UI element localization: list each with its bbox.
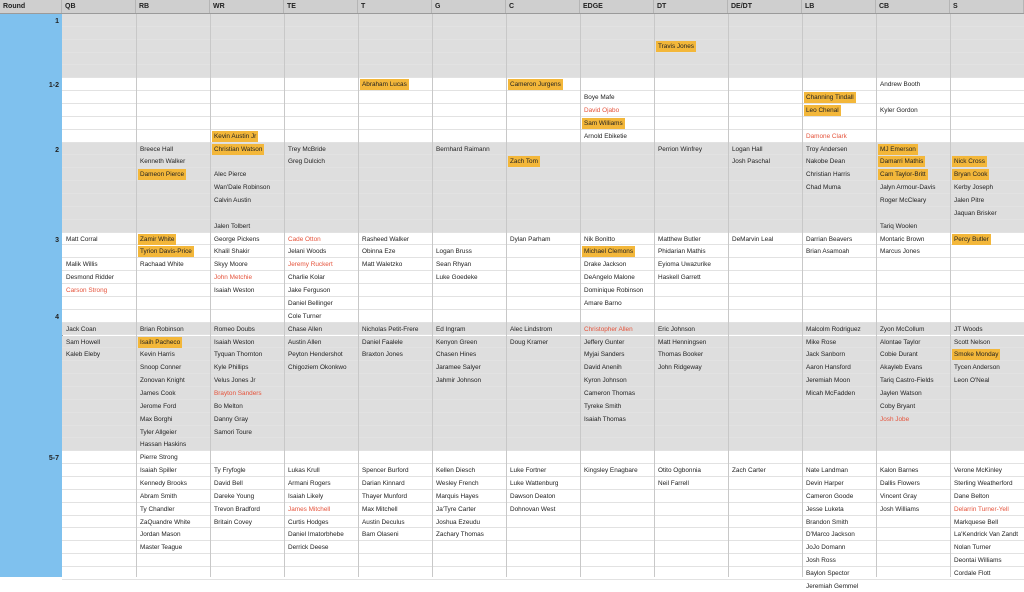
player-cell[interactable]: Channing Tindall [806,94,854,102]
player-cell[interactable]: Kevin Austin Jr [214,132,257,140]
player-cell[interactable]: Peyton Hendershot [288,351,343,359]
player-cell[interactable]: Cameron Thomas [584,389,636,397]
player-cell[interactable]: Dominique Robinson [584,287,644,295]
grid-row [62,53,1024,66]
player-cell[interactable]: Christian Harris [806,171,851,179]
player-cell[interactable]: Sam Williams [584,119,623,127]
player-cell[interactable]: Myjai Sanders [584,351,625,359]
player-cell[interactable]: Hassan Haskins [140,441,187,449]
player-cell[interactable]: Thayer Munford [362,492,408,500]
player-cell[interactable]: Logan Hall [732,145,763,153]
grid-row [62,207,1024,220]
column-divider [654,14,655,577]
player-cell[interactable]: John Metchie [214,274,253,282]
player-cell[interactable]: Carson Strong [66,287,108,295]
header-de-dt[interactable]: DE/DT [728,0,802,13]
player-cell[interactable]: Dane Belton [954,492,990,500]
player-cell[interactable]: Darrian Beavers [806,235,853,243]
column-divider [432,14,433,577]
player-cell[interactable]: Brian Robinson [140,325,184,333]
player-cell[interactable]: Chad Muma [806,184,841,192]
player-cell[interactable]: Breece Hall [140,145,174,153]
player-cell[interactable]: Abraham Lucas [362,81,407,89]
grid-row [62,426,1024,439]
player-cell[interactable]: Nolan Turner [954,544,991,552]
player-cell[interactable]: Charlie Kolar [288,274,325,282]
player-cell[interactable]: James Cook [140,389,176,397]
player-cell[interactable]: Kevin Harris [140,351,175,359]
player-cell[interactable]: Kyle Phillips [214,364,249,372]
player-cell[interactable]: Deontai Williams [954,557,1002,565]
player-cell[interactable]: Zonovan Knight [140,377,185,385]
player-cell[interactable]: Dareke Young [214,492,255,500]
player-cell[interactable]: Malcolm Rodriguez [806,325,861,333]
player-cell[interactable]: Tyler Allgeier [140,428,177,436]
player-cell[interactable]: Romeo Doubs [214,325,255,333]
player-cell[interactable]: Desmond Ridder [66,274,114,282]
round-label: 3 [55,236,59,244]
player-cell[interactable]: George Pickens [214,235,260,243]
column-divider [284,14,285,577]
player-cell[interactable]: Nicholas Petit-Frere [362,325,419,333]
header-wr[interactable]: WR [210,0,284,13]
player-cell[interactable]: Troy Andersen [806,145,848,153]
player-cell[interactable]: Bernhard Raimann [436,145,490,153]
player-cell[interactable]: Kerby Joseph [954,184,994,192]
player-cell[interactable]: Darian Kinnard [362,479,405,487]
player-cell[interactable]: Nik Bonitto [584,235,615,243]
player-cell[interactable]: Alec Pierce [214,171,247,179]
player-cell[interactable]: Zach Tom [510,158,538,166]
player-cell[interactable]: Isaiah Likely [288,492,324,500]
player-cell[interactable]: Josh Williams [880,505,920,513]
player-cell[interactable]: Christian Watson [214,145,263,153]
player-cell[interactable]: Jeremiah Moon [806,377,851,385]
player-cell[interactable]: Wan'Dale Robinson [214,184,271,192]
player-cell[interactable]: DeMarvin Leal [732,235,774,243]
player-cell[interactable]: Jeremy Ruckert [288,261,333,269]
player-cell[interactable]: Cameron Goode [806,492,854,500]
player-cell[interactable]: Tariq Woolen [880,222,918,230]
player-cell[interactable]: Tycen Anderson [954,364,1000,372]
player-cell[interactable]: Rasheed Walker [362,235,410,243]
player-cell[interactable]: MJ Emerson [880,145,916,153]
player-cell[interactable]: La'Kendrick Van Zandt [954,531,1018,539]
player-cell[interactable]: Aaron Hansford [806,364,851,372]
player-cell[interactable]: Tyrion Davis-Price [140,248,192,256]
player-cell[interactable]: Jalen Pitre [954,197,985,205]
player-cell[interactable]: Sean Rhyan [436,261,472,269]
player-cell[interactable]: Velus Jones Jr [214,377,256,385]
player-cell[interactable]: Bryan Cook [954,171,988,179]
player-cell[interactable]: Greg Dulcich [288,158,325,166]
player-cell[interactable]: Nakobe Dean [806,158,846,166]
grid-row [62,14,1024,27]
player-cell[interactable]: Jack Sanborn [806,351,846,359]
player-cell[interactable]: Derrick Deese [288,544,329,552]
player-cell[interactable]: Cameron Jurgens [510,81,561,89]
header-s[interactable]: S [950,0,1024,13]
player-cell[interactable]: Trey McBride [288,145,326,153]
grid-row [62,528,1024,541]
round-label: 5-7 [48,455,59,463]
player-cell[interactable]: Jelani Woods [288,248,327,256]
player-cell[interactable]: Britain Covey [214,518,253,526]
player-cell[interactable]: Leo Chenal [806,107,839,115]
player-cell[interactable]: Cole Turner [288,312,322,320]
player-cell[interactable]: Akayleb Evans [880,364,923,372]
player-cell[interactable]: Cade Otton [288,235,321,243]
player-cell[interactable]: Brandon Smith [806,518,849,526]
player-cell[interactable]: Jaylen Watson [880,389,922,397]
grid-row [62,130,1024,143]
player-cell[interactable]: Daniel Imatorbhebe [288,531,344,539]
player-cell[interactable]: Bo Melton [214,402,243,410]
column-divider [950,14,951,577]
player-cell[interactable]: Skyy Moore [214,261,248,269]
player-cell[interactable]: Matt Henningsen [658,338,707,346]
column-divider [358,14,359,577]
player-cell[interactable]: Cobie Durant [880,351,918,359]
header-g[interactable]: G [432,0,506,13]
player-cell[interactable]: Roger McCleary [880,197,927,205]
player-cell[interactable]: Luke Wattenburg [510,479,559,487]
player-cell[interactable]: Matt Corral [66,235,98,243]
player-cell[interactable]: Devin Harper [806,479,844,487]
player-cell[interactable]: Zyon McCollum [880,325,925,333]
player-cell[interactable]: Alec Lindstrom [510,325,553,333]
player-cell[interactable]: Josh Jobe [880,415,910,423]
round-label: 1 [55,18,59,25]
grid-row [62,91,1024,104]
player-cell[interactable]: Dallis Flowers [880,479,920,487]
column-divider [728,14,729,577]
player-cell[interactable]: Jack Coan [66,325,97,333]
column-header-row [0,0,1024,14]
player-cell[interactable]: Danny Gray [214,415,249,423]
player-cell[interactable]: ZaQuandre White [140,518,191,526]
header-cb[interactable]: CB [876,0,950,13]
player-cell[interactable]: Isaih Pacheco [140,338,181,346]
player-cell[interactable]: Cam Taylor-Britt [880,171,926,179]
player-cell[interactable]: Kalon Barnes [880,467,919,475]
player-cell[interactable]: Jerome Ford [140,402,177,410]
player-cell[interactable]: Jaquan Brisker [954,209,997,217]
player-cell[interactable]: Kenneth Walker [140,158,186,166]
round-label: 2 [55,146,59,154]
player-cell[interactable]: David Ojabo [584,107,620,115]
player-cell[interactable]: Abram Smith [140,492,177,500]
grid-row [62,27,1024,40]
player-cell[interactable]: Calvin Austin [214,197,251,205]
player-cell[interactable]: Andrew Booth [880,81,921,89]
header-rb[interactable]: RB [136,0,210,13]
player-cell[interactable]: Ed Ingram [436,325,466,333]
player-cell[interactable]: Kyler Gordon [880,107,918,115]
player-cell[interactable]: Isaiah Thomas [584,415,626,423]
player-cell[interactable]: Brian Asamoah [806,248,850,256]
grid-row [62,516,1024,529]
player-cell[interactable]: Otito Ogbonnia [658,467,701,475]
player-cell[interactable]: David Anenih [584,364,622,372]
player-cell[interactable]: Braxton Jones [362,351,403,359]
column-divider [876,14,877,577]
player-cell[interactable]: Spencer Burford [362,467,409,475]
player-cell[interactable]: Tyreke Smith [584,402,622,410]
player-cell[interactable]: Zamir White [140,235,175,243]
grid-row [62,438,1024,451]
player-cell[interactable]: Jalyn Armour-Davis [880,184,936,192]
player-cell[interactable]: Kenyon Green [436,338,478,346]
player-cell[interactable]: Tyquan Thornton [214,351,263,359]
grid-row [62,567,1024,580]
player-cell[interactable]: Josh Paschal [732,158,771,166]
player-cell[interactable]: John Ridgeway [658,364,702,372]
player-cell[interactable]: Zachary Thomas [436,531,484,539]
player-cell[interactable]: Isaiah Spiller [140,467,177,475]
player-cell[interactable]: Lukas Krull [288,467,320,475]
header-round[interactable]: Round [0,0,62,13]
grid-row [62,310,1024,323]
player-cell[interactable]: Arnold Ebiketie [584,132,627,140]
player-cell[interactable]: Kingsley Enagbare [584,467,638,475]
player-cell[interactable]: Snoop Conner [140,364,182,372]
player-cell[interactable]: Percy Butler [954,235,989,243]
player-cell[interactable]: Luke Fortner [510,467,547,475]
player-cell[interactable]: Perrion Winfrey [658,145,703,153]
player-cell[interactable]: Austin Deculus [362,518,405,526]
player-cell[interactable]: Jesse Luketa [806,505,844,513]
round-column [0,14,63,577]
player-cell[interactable]: Baylon Spector [806,569,850,577]
player-cell[interactable]: Logan Bruss [436,248,472,256]
player-cell[interactable]: Obinna Eze [362,248,396,256]
header-qb[interactable]: QB [62,0,136,13]
player-cell[interactable]: Bam Olaseni [362,531,399,539]
grid-row [62,117,1024,130]
player-cell[interactable]: DeAngelo Malone [584,274,635,282]
player-cell[interactable]: Leon O'Neal [954,377,990,385]
player-cell[interactable]: Pierre Strong [140,454,178,462]
player-cell[interactable]: Wesley French [436,479,479,487]
header-t[interactable]: T [358,0,432,13]
player-cell[interactable]: Ty Fryfogle [214,467,246,475]
player-cell[interactable]: Jeremiah Gemmel [806,582,859,590]
player-cell[interactable]: Micah McFadden [806,389,856,397]
player-cell[interactable]: Daniel Faalele [362,338,403,346]
player-cell[interactable]: Isaiah Weston [214,287,255,295]
grid-row [62,541,1024,554]
player-cell[interactable]: Tariq Castro-Fields [880,377,934,385]
player-cell[interactable]: Isaiah Weston [214,338,255,346]
player-cell[interactable]: Armani Rogers [288,479,331,487]
player-cell[interactable]: Phidarian Mathis [658,248,706,256]
player-cell[interactable]: Kyron Johnson [584,377,627,385]
player-cell[interactable]: Jake Ferguson [288,287,331,295]
player-cell[interactable]: Smoke Monday [954,351,999,359]
player-cell[interactable]: Christopher Allen [584,325,633,333]
player-cell[interactable]: Drake Jackson [584,261,627,269]
player-cell[interactable]: JoJo Domann [806,544,846,552]
player-cell[interactable]: Luke Goedeke [436,274,478,282]
grid-row [62,451,1024,464]
player-cell[interactable]: Kellen Diesch [436,467,476,475]
player-cell[interactable]: Ty Chandler [140,505,175,513]
player-cell[interactable]: Max Borghi [140,415,173,423]
player-cell[interactable]: Vincent Gray [880,492,917,500]
player-cell[interactable]: Eyioma Uwazurike [658,261,711,269]
player-cell[interactable]: Sam Howell [66,338,101,346]
player-cell[interactable]: Austin Allen [288,338,322,346]
player-cell[interactable]: Thomas Booker [658,351,704,359]
player-cell[interactable]: Max Mitchell [362,505,398,513]
grid-row [62,284,1024,297]
player-cell[interactable]: Josh Ross [806,557,836,565]
player-cell[interactable]: Amare Barno [584,299,622,307]
player-cell[interactable]: Marcus Jones [880,248,920,256]
player-cell[interactable]: Dohnovan West [510,505,556,513]
player-cell[interactable]: Michael Clemons [584,248,634,256]
player-cell[interactable]: Daniel Bellinger [288,299,333,307]
column-divider [210,14,211,577]
column-divider [580,14,581,577]
player-cell[interactable]: Mike Rose [806,338,837,346]
column-divider [802,14,803,577]
player-cell[interactable]: Delarrin Turner-Yell [954,505,1009,513]
grid-row [62,271,1024,284]
player-cell[interactable]: Curtis Hodges [288,518,329,526]
player-cell[interactable]: Khalil Shakir [214,248,250,256]
round-label: 1-2 [48,82,59,90]
player-cell[interactable]: James Mitchell [288,505,331,513]
grid-row [62,258,1024,271]
player-cell[interactable]: Dameon Pierce [140,171,185,179]
player-cell[interactable]: Marquis Hayes [436,492,479,500]
player-cell[interactable]: Verone McKinley [954,467,1002,475]
player-cell[interactable]: Kennedy Brooks [140,479,187,487]
player-cell[interactable]: Nick Cross [954,158,985,166]
player-cell[interactable]: Travis Jones [658,42,694,50]
player-cell[interactable]: Jeffery Gunter [584,338,625,346]
player-cell[interactable]: Kaleb Eleby [66,351,101,359]
player-cell[interactable]: Joshua Ezeudu [436,518,481,526]
player-cell[interactable]: Doug Kramer [510,338,549,346]
player-cell[interactable]: Markquese Bell [954,518,999,526]
player-cell[interactable]: Chasen Hines [436,351,477,359]
round-label: 4 [55,313,59,321]
player-cell[interactable]: Chase Allen [288,325,323,333]
player-cell[interactable]: Damone Clark [806,132,847,140]
player-cell[interactable]: Zach Carter [732,467,766,475]
grid-row [62,297,1024,310]
player-cell[interactable]: Sterling Weatherford [954,479,1013,487]
player-cell[interactable]: Haskell Garrett [658,274,701,282]
player-cell[interactable]: Dylan Parham [510,235,551,243]
player-cell[interactable]: Ja'Tyre Carter [436,505,476,513]
player-cell[interactable]: Matt Waletzko [362,261,403,269]
header-edge[interactable]: EDGE [580,0,654,13]
player-cell[interactable]: Rachaad White [140,261,184,269]
player-cell[interactable]: Samori Toure [214,428,252,436]
player-cell[interactable]: D'Marco Jackson [806,531,855,539]
player-cell[interactable]: David Bell [214,479,243,487]
player-cell[interactable]: Jalen Tolbert [214,222,251,230]
header-c[interactable]: C [506,0,580,13]
player-cell[interactable]: Damarri Mathis [880,158,924,166]
player-cell[interactable]: Dawson Deaton [510,492,556,500]
player-cell[interactable]: Malik Willis [66,261,98,269]
player-cell[interactable]: Alontae Taylor [880,338,921,346]
header-dt[interactable]: DT [654,0,728,13]
player-cell[interactable]: Jaramee Salyer [436,364,481,372]
player-cell[interactable]: Brayton Sanders [214,389,262,397]
player-cell[interactable]: Trevon Bradford [214,505,260,513]
player-cell[interactable]: Jahmir Johnson [436,377,482,385]
player-cell[interactable]: Matthew Butler [658,235,701,243]
column-divider [506,14,507,577]
column-divider [136,14,137,577]
player-cell[interactable]: Scott Nelson [954,338,991,346]
player-cell[interactable]: Master Teague [140,544,183,552]
player-cell[interactable]: Cordale Flott [954,569,991,577]
player-cell[interactable]: Chigoziem Okonkwo [288,364,347,372]
player-cell[interactable]: Eric Johnson [658,325,695,333]
player-cell[interactable]: JT Woods [954,325,983,333]
player-cell[interactable]: Nate Landman [806,467,848,475]
player-cell[interactable]: Montaric Brown [880,235,925,243]
player-cell[interactable]: Jordan Mason [140,531,181,539]
player-cell[interactable]: Neil Farrell [658,479,689,487]
grid-row [62,40,1024,53]
player-cell[interactable]: Boye Mafe [584,94,615,102]
header-te[interactable]: TE [284,0,358,13]
header-lb[interactable]: LB [802,0,876,13]
player-cell[interactable]: Coby Bryant [880,402,916,410]
grid-row [62,65,1024,78]
grid-row [62,554,1024,567]
